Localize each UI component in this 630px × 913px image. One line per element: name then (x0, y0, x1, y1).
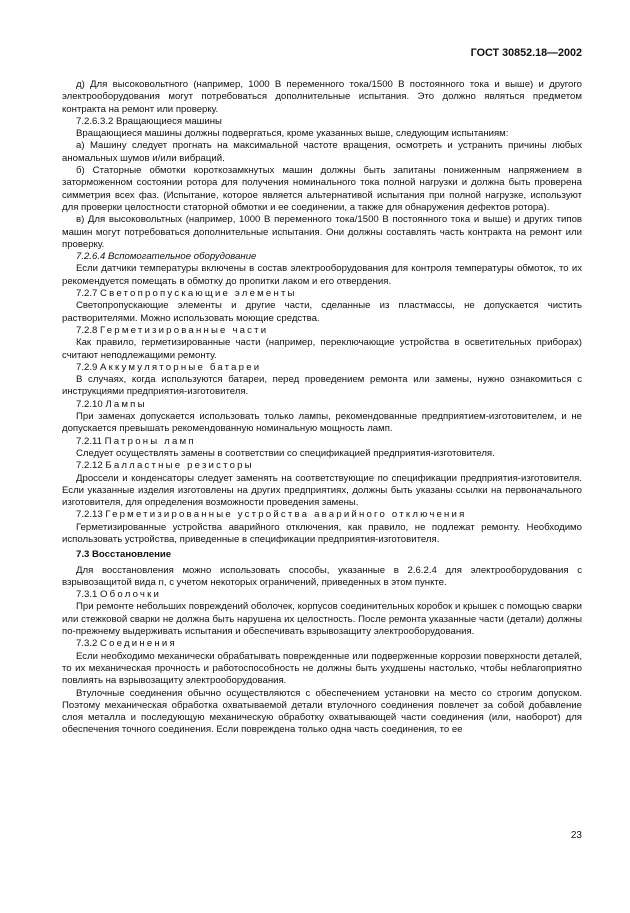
section-number: 7.2.8 (76, 324, 101, 336)
section-title: Балластные резисторы (105, 460, 254, 472)
section-heading: 7.3 Восстановление (76, 549, 172, 561)
paragraph: Следует осуществлять замены в соответствии со спецификацией предприятия-изготовителя. (76, 447, 495, 459)
section-heading (62, 399, 582, 411)
paragraph: Дроссели и конденсаторы следует заменять на соответствующие по спецификации предприятия-изготовителя. Если указанные изделия изготовлены на других предприятиях, должны быть указаны ссылки на первоначального изготовителя, для определения возможности проведения замены. (62, 472, 582, 509)
section-number: 7.2.11 (76, 435, 105, 447)
section-heading (62, 589, 582, 601)
section-title: Светопропускающие элементы (100, 288, 297, 300)
paragraph: При ремонте небольших повреждений оболочек, корпусов соединительных коробок и крышек с помощью сварки или стежковой сварки не должна быть нарушена их целостность. После ремонта указанные части (детали) должны по-прежнему выдерживать испытания и обеспечивать взрывозащиту электрооборудования. (62, 601, 583, 638)
paragraph: Если необходимо механически обрабатывать поврежденные или подверженные коррозии поверхности деталей, то их механическая прочность и работоспособность не должны быть ухудшены настолько, чтобы неблагоприятно повлиять на взрывозащиту электрооборудования. (62, 650, 582, 687)
paragraph: Как правило, герметизированные части (например, переключающие устройства в осветительных приборах) считают неподлежащими ремонту. (62, 337, 582, 361)
paragraph: Втулочные соединения обычно осуществляются с обеспечением установки на место со строгим допуском. Поэтому механическая обработка охватываемой детали втулочного соединения повлечет за собой добавление слоя металла и последующую механическую обработку охватывающей части соединения (или, наоборот) для обеспечения точного соединения. Если повреждена только одна часть соединения, то ее (62, 687, 582, 736)
paragraph: Герметизированные устройства аварийного отключения, как правило, не подлежат ремонту. Необходимо использовать устройства, приведенные в спецификации предприятия-изготовителя. (62, 521, 582, 545)
section-title: Герметизированные устройства аварийного отключения (105, 509, 467, 521)
paragraph: а) Машину следует прогнать на максимальной частоте вращения, осмотреть и устранить причины любых аномальных шумов и/или вибраций. (62, 140, 582, 164)
section-number: 7.3.1 (76, 589, 101, 601)
section-heading (62, 638, 582, 650)
section-number: 7.2.12 (76, 460, 106, 472)
paragraph: Светопропускающие элементы и другие части, сделанные из пластмассы, не допускается чистить растворителями. Можно использовать моющие средства. (62, 300, 582, 324)
section-heading (62, 288, 582, 300)
paragraph: Для восстановления можно использовать способы, указанные в 2.6.2.4 для электрооборудования с взрывозащитой вида n, с учетом некоторых ограничений, приведенных в этом пункте. (62, 564, 582, 588)
section-title: Оболочки (100, 589, 162, 601)
paragraph: Вращающиеся машины должны подвергаться, кроме указанных выше, следующим испытаниям: (76, 128, 509, 140)
section-heading (62, 362, 582, 374)
section-number: 7.2.9 (76, 361, 101, 373)
section-heading (62, 436, 582, 448)
section-title: Герметизированные части (100, 324, 269, 336)
paragraph: д) Для высоковольтного (например, 1000 В переменного тока/1500 В постоянного тока и выше) и другого электрооборудования могут потребоваться дополнительные испытания. Это должно являться предметом контракта на ремонт или проверку. (62, 79, 582, 115)
section-heading (62, 509, 582, 521)
section-heading (62, 460, 582, 472)
section-title: Соединения (100, 638, 177, 650)
section-number: 7.2.13 (76, 509, 106, 521)
document-body (62, 79, 582, 737)
section-number: 7.2.7 (76, 288, 101, 300)
paragraph: Если датчики температуры включены в состав электрооборудования для контроля температуры обмоток, то их рекомендуется помещать в обмотку до пропитки лаком и его отвердения. (62, 263, 582, 287)
section-number: 7.2.10 (76, 398, 106, 410)
standard-header: ГОСТ 30852.18—2002 (470, 47, 582, 59)
section-title: Патроны ламп (104, 435, 196, 447)
section-heading (62, 325, 582, 337)
section-number: 7.3.2 (76, 638, 101, 650)
paragraph: При заменах допускается использовать только лампы, рекомендованные предприятием-изготовителем, и не допускается превышать рекомендованную номинальную мощность ламп. (62, 411, 582, 435)
paragraph: В случаях, когда используются батареи, перед проведением ремонта или замены, нужно ознакомиться с инструкциями предприятия-изготовителя. (62, 374, 582, 398)
section-title: Лампы (105, 398, 147, 410)
section-heading: 7.2.6.3.2 Вращающиеся машины (76, 115, 222, 127)
page-number: 23 (570, 830, 582, 841)
paragraph: в) Для высоковольтных (например, 1000 В переменного тока/1500 В постоянного тока и выше) и других типов машин могут потребоваться дополнительные испытания. Они должны составлять часть контракта на ремонт или проверку. (62, 214, 582, 250)
paragraph: б) Статорные обмотки короткозамкнутых машин должны быть запитаны пониженным напряжением в заторможенном состоянии ротора для получения номинального тока полной нагрузки и должна быть проверена симметрия всех фаз. (Испытание, которое является альтернативой испытания при полной нагрузке, используют для проверки целостности статорной обмотки и ее соединении, а также для обнаружения дефектов ротора). (62, 165, 582, 213)
section-heading: 7.2.6.4 Вспомогательное оборудование (76, 251, 257, 263)
section-title: Аккумуляторные батареи (100, 361, 262, 373)
